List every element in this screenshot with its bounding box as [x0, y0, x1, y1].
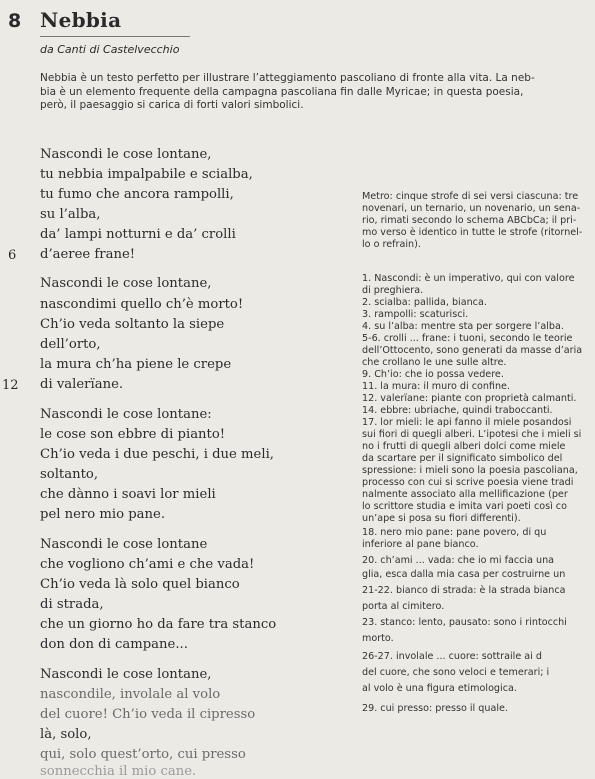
- note-line: lo scrittore studia e imita vari poeti così co: [362, 501, 567, 512]
- poem-title: Nebbia: [40, 8, 122, 32]
- verse-line: qui, solo quest’orto, cui presso: [40, 747, 246, 762]
- verse-line: Nascondi le cose lontane:: [40, 407, 212, 422]
- note-line: del cuore, che sono veloci e temerari; i: [362, 667, 550, 678]
- verse-line: che dànno i soavi lor mieli: [40, 487, 216, 502]
- note-line: 1. Nascondi: è un imperativo, qui con valore: [362, 273, 575, 284]
- verse-line: là, solo,: [40, 727, 92, 742]
- poem-number: 8: [8, 10, 22, 32]
- intro-line: bia è un elemento frequente della campagna pascoliana fin dalle Myricae; in questa poesia,: [40, 85, 524, 98]
- verse-line: da’ lampi notturni e da’ crolli: [40, 227, 236, 242]
- line-number: 12: [2, 378, 19, 393]
- note-line: rio, rimati secondo lo schema ABCbCa; il pri-: [362, 215, 577, 226]
- verse-line: Ch’io veda i due peschi, i due meli,: [40, 447, 274, 462]
- note-line: 18. nero mio pane: pane povero, di qu: [362, 527, 547, 538]
- note-line: glia, esca dalla mia casa per costruirne un: [362, 569, 566, 580]
- note-line: 26-27. involale ... cuore: sottraile ai d: [362, 651, 542, 662]
- note-line: morto.: [362, 633, 394, 644]
- line-number: 6: [8, 248, 17, 263]
- note-line: 2. scialba: pallida, bianca.: [362, 297, 487, 308]
- note-line: 21-22. bianco di strada: è la strada bianca: [362, 585, 566, 596]
- title-divider: [40, 36, 190, 37]
- note-line: 17. lor mieli: le api fanno il miele posandosi: [362, 417, 572, 428]
- verse-line: pel nero mio pane.: [40, 507, 166, 522]
- verse-line: dell’orto,: [40, 337, 101, 352]
- note-line: Metro: cinque strofe di sei versi ciascuna: tre: [362, 191, 579, 202]
- verse-line: la mura ch’ha piene le crepe: [40, 357, 232, 372]
- verse-line: Nascondi le cose lontane,: [40, 667, 212, 682]
- note-line: 20. ch’ami ... vada: che io mi faccia una: [362, 555, 555, 566]
- note-line: lo o refrain).: [362, 239, 421, 250]
- intro-paragraph: [40, 72, 585, 113]
- note-line: 23. stanco: lento, pausato: sono i rintocchi: [362, 617, 567, 628]
- note-line: un’ape si posa su fiori differenti).: [362, 513, 521, 524]
- note-line: 4. su l’alba: mentre sta per sorgere l’alba.: [362, 321, 564, 332]
- note-line: sui fiori di quegli alberi. L’ipotesi che i mieli si: [362, 429, 582, 440]
- verse-line: su l’alba,: [40, 207, 101, 222]
- note-line: di preghiera.: [362, 285, 424, 296]
- verse-line: Nascondi le cose lontane: [40, 537, 208, 552]
- note-line: mo verso è identico in tutte le strofe (ritornel-: [362, 227, 583, 238]
- verse-line: sonnecchia il mio cane.: [40, 764, 197, 779]
- note-line: 14. ebbre: ubriache, quindi traboccanti.: [362, 405, 553, 416]
- poem-source: da Canti di Castelvecchio: [40, 43, 180, 56]
- note-line: spressione: i mieli sono la poesia pascoliana,: [362, 465, 578, 476]
- verse-line: le cose son ebbre di pianto!: [40, 427, 226, 442]
- note-line: no i frutti di quegli alberi dolci come miele: [362, 441, 566, 452]
- note-line: 3. rampolli: scaturisci.: [362, 309, 469, 320]
- verse-line: tu nebbia impalpabile e scialba,: [40, 167, 253, 182]
- note-line: dell’Ottocento, sono generati da masse d’aria: [362, 345, 583, 356]
- verse-line: che vogliono ch’ami e che vada!: [40, 557, 255, 572]
- note-line: 9. Ch’io: che io possa vedere.: [362, 369, 504, 380]
- note-line: 11. la mura: il muro di confine.: [362, 381, 510, 392]
- verse-line: di strada,: [40, 597, 104, 612]
- verse-line: Nascondi le cose lontane,: [40, 276, 212, 291]
- verse-line: Ch’io veda soltanto la siepe: [40, 317, 225, 332]
- verse-line: Ch’io veda là solo quel bianco: [40, 577, 240, 592]
- note-line: nalmente associato alla mellificazione (per: [362, 489, 568, 500]
- note-line: porta al cimitero.: [362, 601, 445, 612]
- verse-line: del cuore! Ch’io veda il cipresso: [40, 707, 256, 722]
- verse-line: che un giorno ho da fare tra stanco: [40, 617, 277, 632]
- verse-line: tu fumo che ancora rampolli,: [40, 187, 234, 202]
- verse-line: nascondile, involale al volo: [40, 687, 221, 702]
- intro-line: Nebbia è un testo perfetto per illustrare l’atteggiamento pascoliano di fronte alla vita. La neb-: [40, 72, 535, 84]
- note-line: processo con cui si scrive poesia viene tradi: [362, 477, 574, 488]
- verse-line: soltanto,: [40, 467, 99, 482]
- verse-line: don don di campane...: [40, 637, 188, 652]
- note-line: 5-6. crolli ... frane: i tuoni, secondo le teorie: [362, 333, 573, 344]
- note-line: da scartare per il significato simbolico del: [362, 453, 563, 464]
- verse-line: Nascondi le cose lontane,: [40, 147, 212, 162]
- note-line: novenari, un ternario, un novenario, un sena-: [362, 203, 581, 214]
- note-line: 29. cui presso: presso il quale.: [362, 703, 508, 714]
- note-line: al volo è una figura etimologica.: [362, 683, 517, 694]
- verse-line: d’aeree frane!: [40, 247, 136, 262]
- note-line: 12. valerïane: piante con proprietà calmanti.: [362, 393, 577, 404]
- verse-line: nascondimi quello ch’è morto!: [40, 297, 244, 312]
- verse-line: di valerïane.: [40, 377, 124, 392]
- intro-line: però, il paesaggio si carica di forti valori simbolici.: [40, 99, 304, 111]
- note-line: che crollano le une sulle altre.: [362, 357, 507, 368]
- note-line: inferiore al pane bianco.: [362, 539, 479, 550]
